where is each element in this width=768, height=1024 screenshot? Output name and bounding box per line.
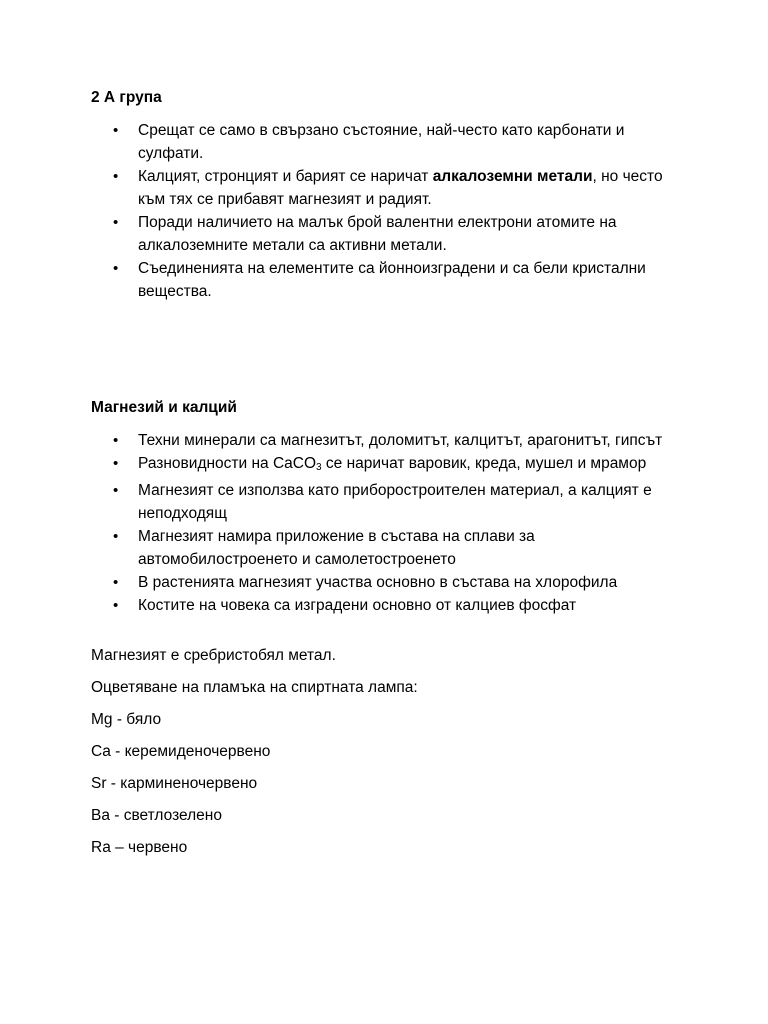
list-item <box>91 119 691 165</box>
list-item-text: Магнезият се използва като приборостроителен материал, а калцият е неподходящ <box>138 482 652 522</box>
bullet-icon: • <box>113 432 119 449</box>
bullet-icon: • <box>113 574 119 591</box>
list-item-text: Техни минерали са магнезитът, доломитът, калцитът, арагонитът, гипсът <box>138 432 663 449</box>
list-item <box>91 479 691 525</box>
list-item <box>91 211 691 257</box>
list-item <box>91 594 691 617</box>
section-heading-mg-ca: Магнезий и калций <box>91 399 237 416</box>
bullet-list-mg-ca <box>91 429 691 617</box>
paragraph-mg-flame: Mg - бяло <box>91 711 162 728</box>
list-item <box>91 257 691 303</box>
section-heading-group-2a: 2 А група <box>91 89 162 106</box>
paragraph-ba-flame: Ba - светлозелено <box>91 807 222 824</box>
paragraph-magnesium-description: Магнезият е сребристобял метал. <box>91 647 336 664</box>
list-item-text: Срещат се само в свързано състояние, най-често като карбонати и сулфати. <box>138 122 625 162</box>
bold-term: алкалоземни метали <box>432 168 593 185</box>
list-item-text <box>138 452 691 479</box>
text-run: , но често към тях се прибавят магнезият и радият. <box>138 168 663 208</box>
text-run: се наричат варовик, креда, мушел и мрамор <box>321 455 647 472</box>
list-item <box>91 452 691 479</box>
text-run: Калцият, стронцият и барият се наричат <box>138 168 433 185</box>
bullet-icon: • <box>113 455 119 472</box>
text-run: Разновидности на CaCO <box>138 455 317 472</box>
paragraph-ra-flame: Ra – червено <box>91 839 188 856</box>
list-item <box>91 165 691 211</box>
list-item-text: Съединенията на елементите са йонноизградени и са бели кристални вещества. <box>138 260 646 300</box>
paragraph-ca-flame: Ca - керемиденочервено <box>91 743 271 760</box>
list-item-text: Магнезият намира приложение в състава на сплави за автомобилостроенето и самолетостроенето <box>138 528 535 568</box>
bullet-icon: • <box>113 528 119 545</box>
bullet-icon: • <box>113 122 119 139</box>
bullet-list-group-2a <box>91 119 691 303</box>
bullet-icon: • <box>113 597 119 614</box>
list-item <box>91 429 691 452</box>
list-item-text <box>138 165 691 211</box>
list-item <box>91 525 691 571</box>
list-item <box>91 571 691 594</box>
bullet-icon: • <box>113 260 119 277</box>
list-item-text: В растенията магнезият участва основно в състава на хлорофила <box>138 574 618 591</box>
bullet-icon: • <box>113 168 119 185</box>
bullet-icon: • <box>113 214 119 231</box>
list-item-text: Поради наличието на малък брой валентни електрони атомите на алкалоземните метали са активни метали. <box>138 214 617 254</box>
list-item-text: Костите на човека са изградени основно от калциев фосфат <box>138 597 577 614</box>
bullet-icon: • <box>113 482 119 499</box>
paragraph-sr-flame: Sr - карминеночервено <box>91 775 258 792</box>
paragraph-flame-coloring: Оцветяване на пламъка на спиртната лампа: <box>91 679 418 696</box>
subscript: 3 <box>316 462 322 473</box>
